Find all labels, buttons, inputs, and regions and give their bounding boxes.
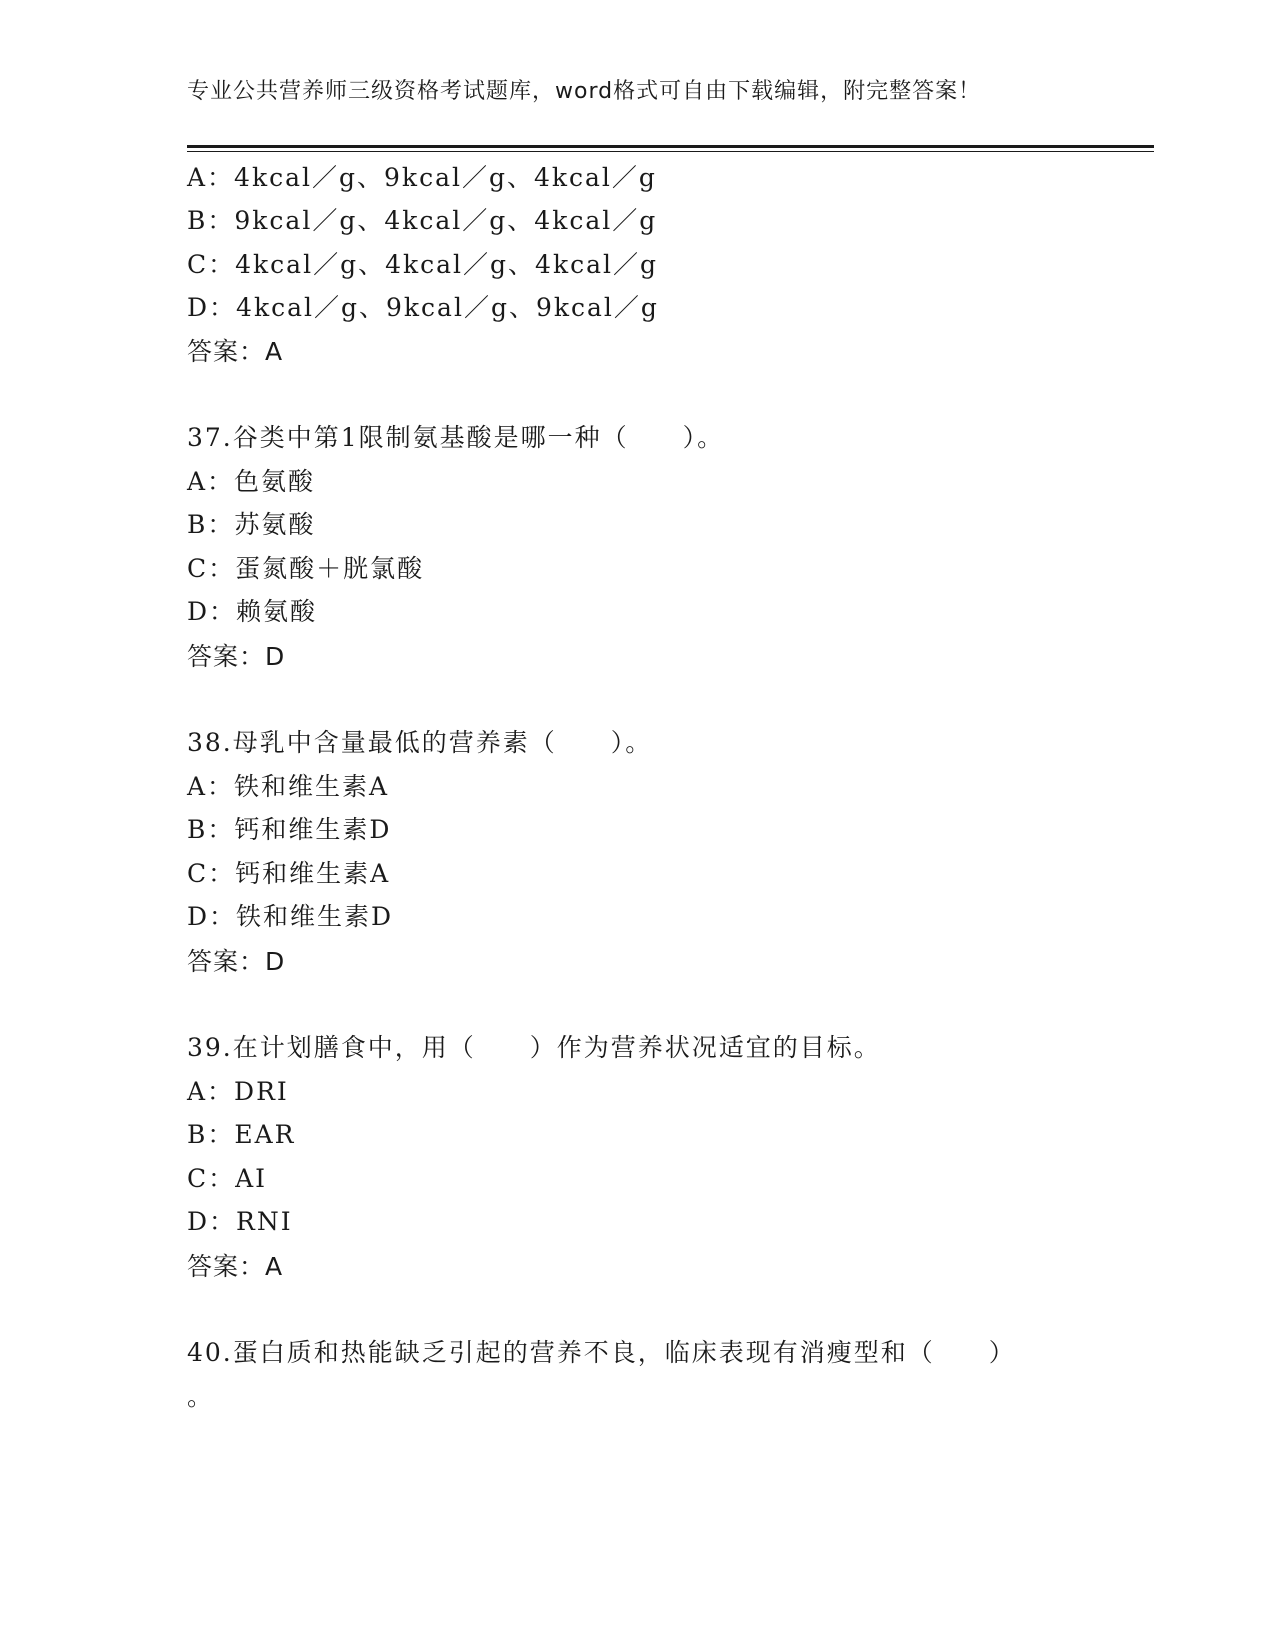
option-a: A：色氨酸: [187, 467, 316, 496]
option-a: A：4kcal／g、9kcal／g、4kcal／g: [187, 163, 657, 192]
option-a: A：DRI: [187, 1077, 289, 1106]
question-stem: 39.在计划膳食中，用（ ）作为营养状况适宜的目标。: [187, 1033, 881, 1062]
question-stem-continuation: 。: [187, 1382, 215, 1411]
option-c: C：蛋氮酸＋胱氯酸: [187, 554, 425, 583]
option-c: C：4kcal／g、4kcal／g、4kcal／g: [187, 250, 659, 279]
header-rule-thin: [187, 151, 1154, 152]
question-stem: 37.谷类中第1限制氨基酸是哪一种（ ）。: [187, 423, 725, 452]
header-rule-thick: [187, 145, 1154, 148]
answer: 答案：D: [187, 947, 286, 976]
option-c: C：钙和维生素A: [187, 859, 391, 888]
option-b: B：苏氨酸: [187, 510, 316, 539]
option-c: C：AI: [187, 1164, 268, 1193]
option-d: D：4kcal／g、9kcal／g、9kcal／g: [187, 293, 659, 322]
question-stem: 38.母乳中含量最低的营养素（ ）。: [187, 728, 653, 757]
option-b: B：钙和维生素D: [187, 815, 392, 844]
option-b: B：9kcal／g、4kcal／g、4kcal／g: [187, 206, 658, 235]
page-header: 专业公共营养师三级资格考试题库，word格式可自由下载编辑，附完整答案！: [187, 79, 982, 104]
option-b: B：EAR: [187, 1120, 296, 1149]
answer: 答案：A: [187, 1252, 284, 1281]
option-d: D：赖氨酸: [187, 597, 318, 626]
answer: 答案：D: [187, 642, 286, 671]
question-stem: 40.蛋白质和热能缺乏引起的营养不良，临床表现有消瘦型和（ ）: [187, 1338, 1016, 1367]
option-d: D：铁和维生素D: [187, 902, 394, 931]
answer: 答案：A: [187, 337, 284, 366]
option-a: A：铁和维生素A: [187, 772, 390, 801]
option-d: D：RNI: [187, 1207, 293, 1236]
